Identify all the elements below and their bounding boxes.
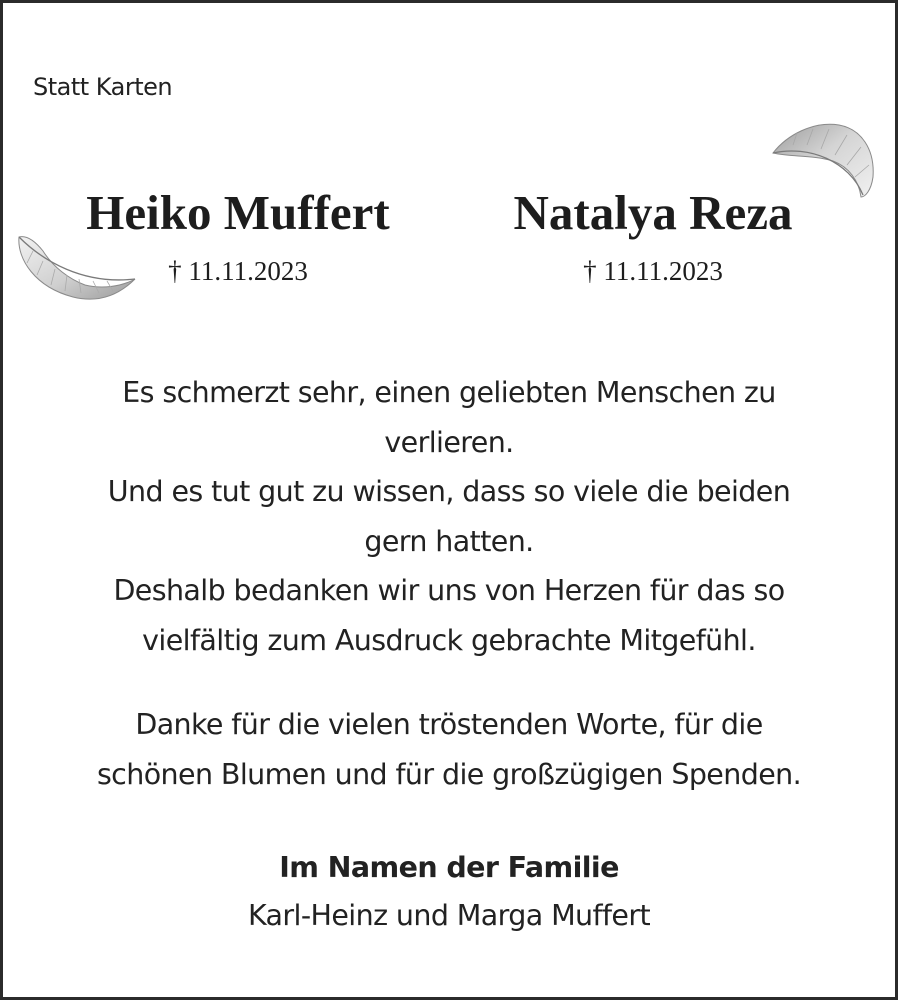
death-date: † 11.11.2023 bbox=[583, 256, 723, 286]
signature-names: Karl-Heinz und Marga Muffert bbox=[247, 899, 651, 932]
thanks-paragraph bbox=[33, 368, 865, 665]
death-date: † 11.11.2023 bbox=[168, 256, 308, 286]
text-line: verlieren. bbox=[384, 425, 514, 459]
text-line: vielfältig zum Ausdruck gebrachte Mitgefühl. bbox=[142, 623, 756, 657]
signature-block bbox=[33, 844, 865, 940]
text-line: Deshalb bedanken wir uns von Herzen für das so bbox=[113, 574, 785, 607]
header-note: Statt Karten bbox=[33, 73, 173, 101]
text-line: Und es tut gut zu wissen, dass so viele die beiden bbox=[107, 475, 791, 508]
thanks-paragraph bbox=[33, 700, 865, 799]
deceased-name: Heiko Muffert bbox=[86, 185, 390, 240]
text-line: schönen Blumen und für die großzügigen Spenden. bbox=[96, 757, 802, 791]
signature-title: Im Namen der Familie bbox=[279, 851, 619, 884]
text-line: Es schmerzt sehr, einen geliebten Menschen zu bbox=[122, 376, 776, 409]
text-line: gern hatten. bbox=[364, 524, 534, 558]
text-line: Danke für die vielen tröstenden Worte, für die bbox=[135, 708, 763, 741]
deceased-name: Natalya Reza bbox=[513, 185, 793, 240]
